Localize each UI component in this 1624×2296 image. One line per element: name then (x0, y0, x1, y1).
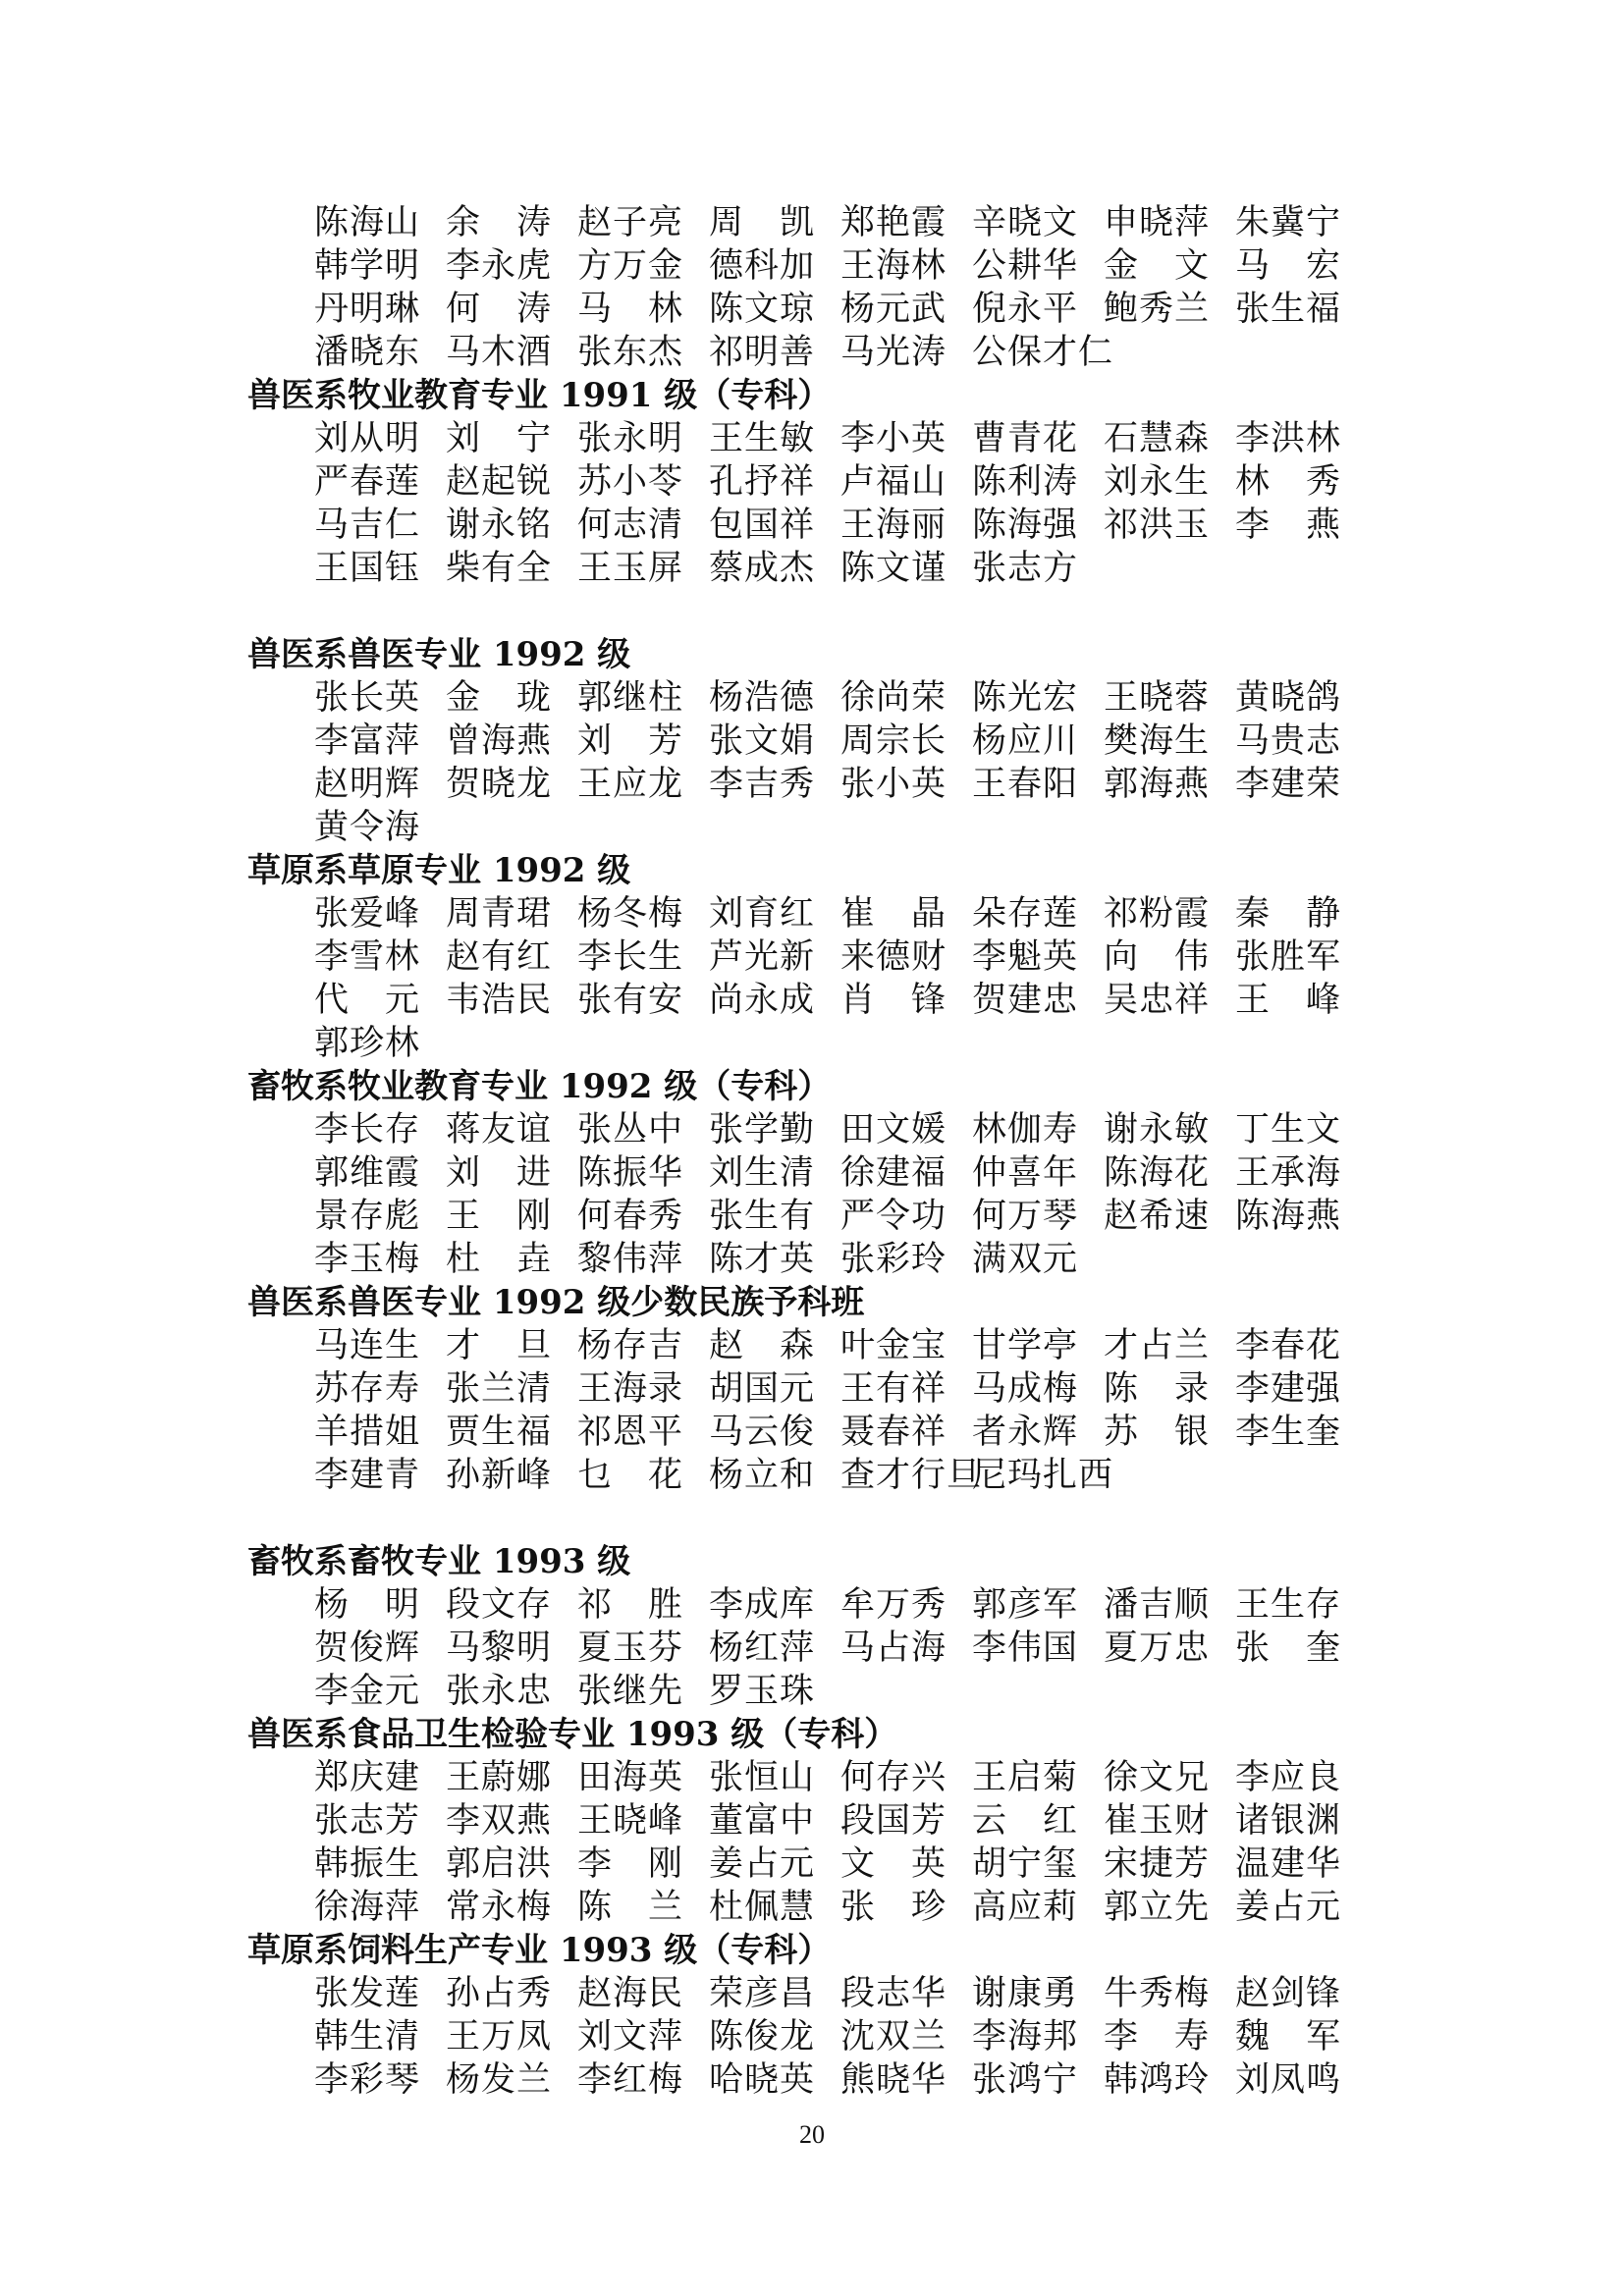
person-name: 马连生 (314, 1326, 421, 1365)
name-row (314, 1799, 1375, 1842)
person-name: 张生有 (709, 1197, 816, 1236)
person-name: 杜 垚 (446, 1240, 553, 1279)
person-name: 杨浩德 (709, 678, 816, 718)
person-name: 李建青 (314, 1456, 421, 1495)
person-name: 王蔚娜 (446, 1758, 553, 1797)
name-row (314, 2058, 1375, 2102)
name-row (314, 417, 1375, 460)
person-name: 仲喜年 (972, 1153, 1079, 1193)
person-name: 曾海燕 (446, 721, 553, 761)
person-name: 李魁英 (972, 937, 1079, 977)
person-name: 马 林 (577, 290, 684, 329)
person-name: 马成梅 (972, 1369, 1079, 1409)
person-name: 才占兰 (1104, 1326, 1211, 1365)
person-name: 赵海民 (577, 1974, 684, 2013)
section-heading: 畜牧系畜牧专业 1993 级 (247, 1542, 631, 1581)
person-name: 肖 锋 (840, 981, 947, 1020)
person-name: 李双燕 (446, 1801, 553, 1841)
person-name: 贺晓龙 (446, 765, 553, 804)
person-name: 周青珺 (446, 894, 553, 934)
person-name: 陈振华 (577, 1153, 684, 1193)
person-name: 王有祥 (840, 1369, 947, 1409)
person-name: 王海林 (840, 246, 947, 286)
person-name: 夏玉芬 (577, 1629, 684, 1668)
person-name: 崔玉财 (1104, 1801, 1211, 1841)
person-name: 徐海萍 (314, 1888, 421, 1927)
person-name: 张东杰 (577, 333, 684, 372)
person-name: 秦 静 (1235, 894, 1342, 934)
person-name: 黄晓鸽 (1235, 678, 1342, 718)
person-name: 赵剑锋 (1235, 1974, 1342, 2013)
person-name: 黎伟萍 (577, 1240, 684, 1279)
person-name: 公保才仁 (972, 333, 1114, 372)
person-name: 贺建忠 (972, 981, 1079, 1020)
person-name: 徐文兄 (1104, 1758, 1211, 1797)
person-name: 张志方 (972, 549, 1079, 588)
person-name: 熊晓华 (840, 2060, 947, 2100)
person-name: 周 凯 (709, 203, 816, 242)
person-name: 金 文 (1104, 246, 1211, 286)
person-name: 祁恩平 (577, 1413, 684, 1452)
person-name: 陈光宏 (972, 678, 1079, 718)
name-row (314, 892, 1375, 935)
person-name: 祁洪玉 (1104, 506, 1211, 545)
person-name: 方万金 (577, 246, 684, 286)
person-name: 郭启洪 (446, 1844, 553, 1884)
name-row (314, 935, 1375, 979)
person-name: 李吉秀 (709, 765, 816, 804)
person-name: 尼玛扎西 (972, 1456, 1114, 1495)
person-name: 公耕华 (972, 246, 1079, 286)
person-name: 文 英 (840, 1844, 947, 1884)
person-name: 张小英 (840, 765, 947, 804)
person-name: 张 珍 (840, 1888, 947, 1927)
name-row (314, 1151, 1375, 1195)
name-row (314, 979, 1375, 1022)
person-name: 高应莉 (972, 1888, 1079, 1927)
person-name: 王 刚 (446, 1197, 553, 1236)
person-name: 刘凤鸣 (1235, 2060, 1342, 2100)
name-row (314, 1324, 1375, 1367)
person-name: 刘 进 (446, 1153, 553, 1193)
person-name: 刘生清 (709, 1153, 816, 1193)
person-name: 吴忠祥 (1104, 981, 1211, 1020)
person-name: 何志清 (577, 506, 684, 545)
person-name: 贾生福 (446, 1413, 553, 1452)
person-name: 马云俊 (709, 1413, 816, 1452)
person-name: 贺俊辉 (314, 1629, 421, 1668)
person-name: 田海英 (577, 1758, 684, 1797)
person-name: 徐建福 (840, 1153, 947, 1193)
person-name: 胡国元 (709, 1369, 816, 1409)
person-name: 韩鸿玲 (1104, 2060, 1211, 2100)
person-name: 潘晓东 (314, 333, 421, 372)
name-row (314, 1627, 1375, 1670)
person-name: 潘吉顺 (1104, 1585, 1211, 1625)
person-name: 张胜军 (1235, 937, 1342, 977)
person-name: 谢永铭 (446, 506, 553, 545)
person-name: 黄令海 (314, 808, 421, 847)
name-row (314, 806, 1375, 849)
person-name: 孙新峰 (446, 1456, 553, 1495)
person-name: 聂春祥 (840, 1413, 947, 1452)
name-row (314, 1583, 1375, 1627)
person-name: 张鸿宁 (972, 2060, 1079, 2100)
person-name: 刘 芳 (577, 721, 684, 761)
person-name: 杨元武 (840, 290, 947, 329)
person-name: 夏万忠 (1104, 1629, 1211, 1668)
person-name: 刘永生 (1104, 462, 1211, 502)
person-name: 杨 明 (314, 1585, 421, 1625)
person-name: 陈海强 (972, 506, 1079, 545)
person-name: 张继先 (577, 1672, 684, 1711)
name-row (314, 1886, 1375, 1929)
person-name: 陈海山 (314, 203, 421, 242)
person-name: 李富萍 (314, 721, 421, 761)
person-name: 甘学亭 (972, 1326, 1079, 1365)
person-name: 谢永敏 (1104, 1110, 1211, 1149)
person-name: 申晓萍 (1104, 203, 1211, 242)
section-heading: 畜牧系牧业教育专业 1992 级（专科） (247, 1067, 832, 1106)
person-name: 杜佩慧 (709, 1888, 816, 1927)
person-name: 查才行旦 (840, 1456, 983, 1495)
section-heading: 草原系饲料生产专业 1993 级（专科） (247, 1931, 832, 1970)
person-name: 刘育红 (709, 894, 816, 934)
person-name: 杨立和 (709, 1456, 816, 1495)
person-name: 李洪林 (1235, 419, 1342, 458)
person-name: 王国钰 (314, 549, 421, 588)
person-name: 郭海燕 (1104, 765, 1211, 804)
person-name: 姜占元 (1235, 1888, 1342, 1927)
person-name: 郑艳霞 (840, 203, 947, 242)
name-row (314, 288, 1375, 331)
person-name: 苏存寿 (314, 1369, 421, 1409)
person-name: 李 燕 (1235, 506, 1342, 545)
section-heading: 草原系草原专业 1992 级 (247, 851, 631, 890)
person-name: 郭彦军 (972, 1585, 1079, 1625)
person-name: 李生奎 (1235, 1413, 1342, 1452)
person-name: 赵希速 (1104, 1197, 1211, 1236)
person-name: 马木酒 (446, 333, 553, 372)
person-name: 魏 军 (1235, 2017, 1342, 2056)
name-row (314, 720, 1375, 763)
person-name: 周宗长 (840, 721, 947, 761)
person-name: 金 珑 (446, 678, 553, 718)
name-row (314, 331, 1375, 374)
person-name: 王应龙 (577, 765, 684, 804)
name-row (314, 1411, 1375, 1454)
name-row (314, 1367, 1375, 1411)
section-heading: 兽医系牧业教育专业 1991 级（专科） (247, 376, 832, 415)
person-name: 张丛中 (577, 1110, 684, 1149)
person-name: 何存兴 (840, 1758, 947, 1797)
person-name: 来德财 (840, 937, 947, 977)
person-name: 田文媛 (840, 1110, 947, 1149)
person-name: 王晓峰 (577, 1801, 684, 1841)
person-name: 杨红萍 (709, 1629, 816, 1668)
person-name: 张生福 (1235, 290, 1342, 329)
person-name: 段国芳 (840, 1801, 947, 1841)
person-name: 孔抒祥 (709, 462, 816, 502)
person-name: 赵子亮 (577, 203, 684, 242)
person-name: 温建华 (1235, 1844, 1342, 1884)
person-name: 满双元 (972, 1240, 1079, 1279)
person-name: 蒋友谊 (446, 1110, 553, 1149)
person-name: 石慧森 (1104, 419, 1211, 458)
person-name: 何万琴 (972, 1197, 1079, 1236)
person-name: 张学勤 (709, 1110, 816, 1149)
person-name: 严令功 (840, 1197, 947, 1236)
person-name: 祁明善 (709, 333, 816, 372)
person-name: 倪永平 (972, 290, 1079, 329)
person-name: 郭维霞 (314, 1153, 421, 1193)
person-name: 李金元 (314, 1672, 421, 1711)
person-name: 王海丽 (840, 506, 947, 545)
name-row (314, 2015, 1375, 2058)
person-name: 李红梅 (577, 2060, 684, 2100)
name-row (314, 1195, 1375, 1238)
person-name: 张有安 (577, 981, 684, 1020)
name-row (314, 676, 1375, 720)
person-name: 杨存吉 (577, 1326, 684, 1365)
person-name: 李 刚 (577, 1844, 684, 1884)
person-name: 德科加 (709, 246, 816, 286)
person-name: 丹明琳 (314, 290, 421, 329)
person-name: 樊海生 (1104, 721, 1211, 761)
person-name: 刘文萍 (577, 2017, 684, 2056)
person-name: 辛晓文 (972, 203, 1079, 242)
name-row (314, 504, 1375, 547)
person-name: 王生存 (1235, 1585, 1342, 1625)
person-name: 柴有全 (446, 549, 553, 588)
person-name: 杨应川 (972, 721, 1079, 761)
person-name: 朵存莲 (972, 894, 1079, 934)
person-name: 马占海 (840, 1629, 947, 1668)
person-name: 赵有红 (446, 937, 553, 977)
person-name: 王承海 (1235, 1153, 1342, 1193)
person-name: 李建荣 (1235, 765, 1342, 804)
person-name: 者永辉 (972, 1413, 1079, 1452)
person-name: 丁生文 (1235, 1110, 1342, 1149)
person-name: 严春莲 (314, 462, 421, 502)
name-row (314, 201, 1375, 244)
person-name: 王晓蓉 (1104, 678, 1211, 718)
person-name: 刘 宁 (446, 419, 553, 458)
person-name: 张永忠 (446, 1672, 553, 1711)
person-name: 荣彦昌 (709, 1974, 816, 2013)
person-name: 段文存 (446, 1585, 553, 1625)
person-name: 赵 森 (709, 1326, 816, 1365)
person-name: 韩学明 (314, 246, 421, 286)
person-name: 宋捷芳 (1104, 1844, 1211, 1884)
person-name: 陈 兰 (577, 1888, 684, 1927)
person-name: 郭珍林 (314, 1024, 421, 1063)
person-name: 林 秀 (1235, 462, 1342, 502)
person-name: 林伽寿 (972, 1110, 1079, 1149)
person-name: 李伟国 (972, 1629, 1079, 1668)
person-name: 马黎明 (446, 1629, 553, 1668)
person-name: 何 涛 (446, 290, 553, 329)
person-name: 陈文谨 (840, 549, 947, 588)
person-name: 李长生 (577, 937, 684, 977)
person-name: 张 奎 (1235, 1629, 1342, 1668)
person-name: 陈海花 (1104, 1153, 1211, 1193)
person-name: 谢康勇 (972, 1974, 1079, 2013)
person-name: 代 元 (314, 981, 421, 1020)
person-name: 张永明 (577, 419, 684, 458)
person-name: 张兰清 (446, 1369, 553, 1409)
person-name: 羊措姐 (314, 1413, 421, 1452)
name-row (314, 1972, 1375, 2015)
person-name: 乜 花 (577, 1456, 684, 1495)
section-heading: 兽医系兽医专业 1992 级 (247, 635, 631, 674)
person-name: 卢福山 (840, 462, 947, 502)
person-name: 景存彪 (314, 1197, 421, 1236)
person-name: 杨冬梅 (577, 894, 684, 934)
name-row (314, 460, 1375, 504)
person-name: 胡宁玺 (972, 1844, 1079, 1884)
person-name: 孙占秀 (446, 1974, 553, 2013)
person-name: 李雪林 (314, 937, 421, 977)
person-name: 姜占元 (709, 1844, 816, 1884)
person-name: 段志华 (840, 1974, 947, 2013)
person-name: 徐尚荣 (840, 678, 947, 718)
name-row (314, 1108, 1375, 1151)
person-name: 鲍秀兰 (1104, 290, 1211, 329)
person-name: 马光涛 (840, 333, 947, 372)
person-name: 祁 胜 (577, 1585, 684, 1625)
person-name: 郑庆建 (314, 1758, 421, 1797)
person-name: 王玉屏 (577, 549, 684, 588)
person-name: 诸银渊 (1235, 1801, 1342, 1841)
person-name: 陈俊龙 (709, 2017, 816, 2056)
person-name: 郭立先 (1104, 1888, 1211, 1927)
person-name: 牟万秀 (840, 1585, 947, 1625)
person-name: 张志芳 (314, 1801, 421, 1841)
person-name: 王生敏 (709, 419, 816, 458)
person-name: 王海录 (577, 1369, 684, 1409)
person-name: 李成库 (709, 1585, 816, 1625)
name-row (314, 244, 1375, 288)
person-name: 曹青花 (972, 419, 1079, 458)
person-name: 张爱峰 (314, 894, 421, 934)
person-name: 李建强 (1235, 1369, 1342, 1409)
person-name: 马吉仁 (314, 506, 421, 545)
person-name: 沈双兰 (840, 2017, 947, 2056)
person-name: 哈晓英 (709, 2060, 816, 2100)
person-name: 芦光新 (709, 937, 816, 977)
section-heading: 兽医系食品卫生检验专业 1993 级（专科） (247, 1715, 898, 1754)
person-name: 李永虎 (446, 246, 553, 286)
person-name: 张长英 (314, 678, 421, 718)
person-name: 赵明辉 (314, 765, 421, 804)
person-name: 张恒山 (709, 1758, 816, 1797)
person-name: 常永梅 (446, 1888, 553, 1927)
person-name: 王春阳 (972, 765, 1079, 804)
person-name: 李 寿 (1104, 2017, 1211, 2056)
person-name: 王 峰 (1235, 981, 1342, 1020)
person-name: 陈文琼 (709, 290, 816, 329)
person-name: 王启菊 (972, 1758, 1079, 1797)
name-row (314, 1454, 1375, 1497)
name-row (314, 1238, 1375, 1281)
person-name: 李彩琴 (314, 2060, 421, 2100)
person-name: 刘从明 (314, 419, 421, 458)
person-name: 张彩玲 (840, 1240, 947, 1279)
person-name: 张发莲 (314, 1974, 421, 2013)
person-name: 才 旦 (446, 1326, 553, 1365)
person-name: 王万凤 (446, 2017, 553, 2056)
person-name: 朱冀宁 (1235, 203, 1342, 242)
person-name: 包国祥 (709, 506, 816, 545)
person-name: 祁粉霞 (1104, 894, 1211, 934)
person-name: 余 涛 (446, 203, 553, 242)
person-name: 李长存 (314, 1110, 421, 1149)
person-name: 韦浩民 (446, 981, 553, 1020)
person-name: 陈海燕 (1235, 1197, 1342, 1236)
person-name: 蔡成杰 (709, 549, 816, 588)
person-name: 董富中 (709, 1801, 816, 1841)
person-name: 陈利涛 (972, 462, 1079, 502)
person-name: 张文娟 (709, 721, 816, 761)
person-name: 苏小苓 (577, 462, 684, 502)
name-row (314, 1842, 1375, 1886)
person-name: 赵起锐 (446, 462, 553, 502)
person-name: 韩振生 (314, 1844, 421, 1884)
person-name: 杨发兰 (446, 2060, 553, 2100)
person-name: 罗玉珠 (709, 1672, 816, 1711)
name-row (314, 547, 1375, 590)
person-name: 李海邦 (972, 2017, 1079, 2056)
name-row (314, 763, 1375, 806)
person-name: 向 伟 (1104, 937, 1211, 977)
person-name: 李应良 (1235, 1758, 1342, 1797)
person-name: 云 红 (972, 1801, 1079, 1841)
person-name: 崔 晶 (840, 894, 947, 934)
name-row (314, 1756, 1375, 1799)
person-name: 陈 录 (1104, 1369, 1211, 1409)
person-name: 牛秀梅 (1104, 1974, 1211, 2013)
name-row (314, 1022, 1375, 1065)
person-name: 马贵志 (1235, 721, 1342, 761)
person-name: 韩生清 (314, 2017, 421, 2056)
page-number: 20 (799, 2120, 825, 2149)
name-row (314, 1670, 1375, 1713)
person-name: 马 宏 (1235, 246, 1342, 286)
person-name: 叶金宝 (840, 1326, 947, 1365)
person-name: 李春花 (1235, 1326, 1342, 1365)
person-name: 苏 银 (1104, 1413, 1211, 1452)
person-name: 尚永成 (709, 981, 816, 1020)
person-name: 李小英 (840, 419, 947, 458)
person-name: 郭继柱 (577, 678, 684, 718)
section-heading: 兽医系兽医专业 1992 级少数民族予科班 (247, 1283, 865, 1322)
person-name: 李玉梅 (314, 1240, 421, 1279)
person-name: 陈才英 (709, 1240, 816, 1279)
person-name: 何春秀 (577, 1197, 684, 1236)
